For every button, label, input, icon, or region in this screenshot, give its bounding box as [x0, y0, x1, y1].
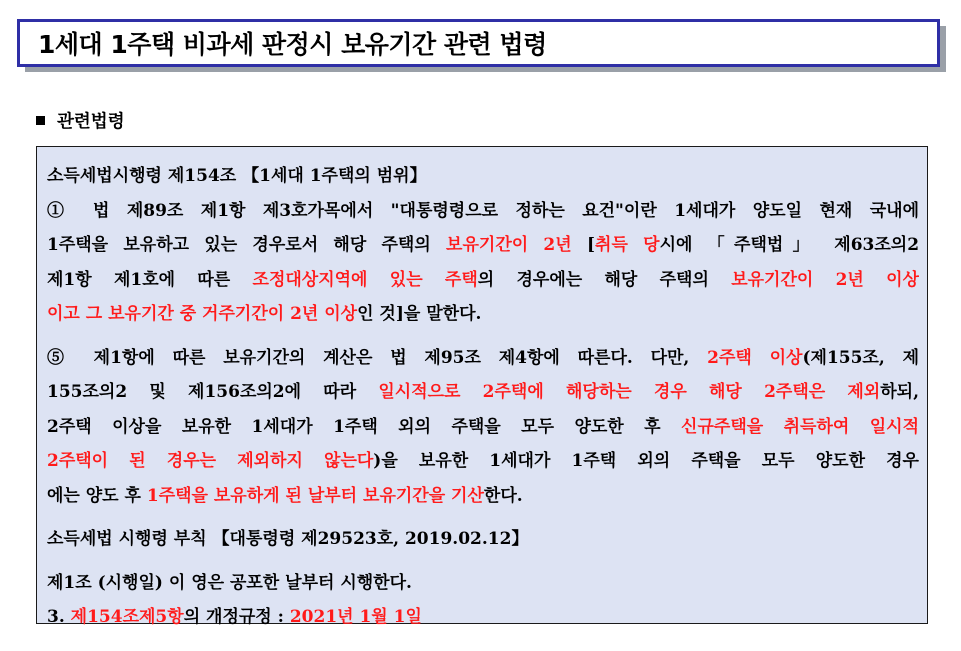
- highlight-run: 조정대상지역에 있는 주택: [252, 269, 478, 290]
- para1-line-2: [47, 228, 919, 263]
- spacer: [47, 332, 919, 341]
- text-run: 2주택 이상을 보유한 1세대가 1주택 외의 주택을 모두 양도한 후: [47, 416, 682, 437]
- law-title-2: 소득세법 시행령 부칙 【대통령령 제29523호, 2019.02.12】: [47, 529, 529, 549]
- text-run: 의 개정규정 :: [183, 607, 290, 627]
- section-heading: [36, 108, 125, 133]
- text-run: 한다.: [483, 485, 523, 506]
- text-run: 155조의2 및 제156조의2에 따라: [47, 382, 379, 402]
- law-text-box: [36, 146, 928, 627]
- para2-line-2: [47, 375, 919, 410]
- text-run: 시에 「주택법」 제63조의2: [659, 235, 919, 255]
- law-title-1: 소득세법시행령 제154조 【1세대 1주택의 범위】: [47, 166, 427, 186]
- square-bullet-icon: [36, 116, 45, 125]
- spacer: [47, 513, 919, 522]
- highlight-run: 2주택 이상: [707, 347, 803, 368]
- para1-line-4: [47, 297, 919, 332]
- highlight-run: 2주택이 된 경우는 제외하지 않는다: [47, 451, 374, 471]
- paragraph-1: [47, 194, 919, 332]
- text-run: (제155조, 제: [802, 347, 919, 368]
- highlight-run: 일시적으로 2주택에 해당하는 경우 해당 2주택은 제외: [378, 382, 881, 402]
- section-label: 관련법령: [57, 112, 125, 132]
- spacer: [47, 557, 919, 566]
- text-run: 의 경우에는 해당 주택의: [477, 269, 732, 290]
- text-run: 제1항 제1호에 따른: [47, 269, 253, 290]
- text-run: 1주택을 보유하고 있는 경우로서 해당 주택의: [47, 235, 447, 255]
- text-run: 인 것]을 말한다.: [357, 304, 482, 324]
- para1-line-3: [47, 263, 919, 298]
- highlight-run: 보유기간이 2년 이상: [731, 269, 919, 290]
- highlight-run: 보유기간이 2년: [446, 235, 572, 255]
- para2-line-5: [47, 479, 919, 514]
- text-run: ⑤ 제1항에 따른 보유기간의 계산은 법 제95조 제4항에 따른다. 다만,: [47, 347, 708, 368]
- text-run: 에는 양도 후: [47, 485, 147, 506]
- text-run: 한 경우: [848, 451, 919, 471]
- highlight-run: 취득 당: [595, 235, 660, 255]
- paragraph-5: [47, 341, 919, 514]
- para2-line-1: [47, 341, 919, 376]
- text-run: )을 보유한 1세대가 1주택 외의 주택을 모두 양도: [373, 451, 849, 471]
- highlight-run: 신규주택을 취득하여 일시적: [681, 416, 919, 437]
- highlight-run: 1주택을 보유하게 된 날부터 보유기간을 기산: [146, 485, 484, 506]
- highlight-run: 이고 그 보유기간 중 거주기간이 2년 이상: [47, 304, 358, 324]
- title-banner: [17, 19, 940, 67]
- highlight-run: 제154조제5항: [70, 607, 184, 627]
- para2-line-4: [47, 444, 919, 479]
- text-run: [: [571, 235, 596, 255]
- item-3: [47, 600, 919, 635]
- text-run: 3.: [47, 607, 71, 627]
- article-1: 제1조 (시행일) 이 영은 공포한 날부터 시행한다.: [47, 572, 412, 593]
- para1-line-1: ① 법 제89조 제1항 제3호가목에서 "대통령령으로 정하는 요건"이란 1세대가 양도일 현재 국내에: [47, 200, 919, 221]
- text-run: 하되,: [880, 382, 919, 402]
- highlight-run: 2021년 1월 1일: [289, 607, 422, 627]
- para2-line-3: [47, 410, 919, 445]
- page-title: 1세대 1주택 비과세 판정시 보유기간 관련 법령: [38, 30, 547, 59]
